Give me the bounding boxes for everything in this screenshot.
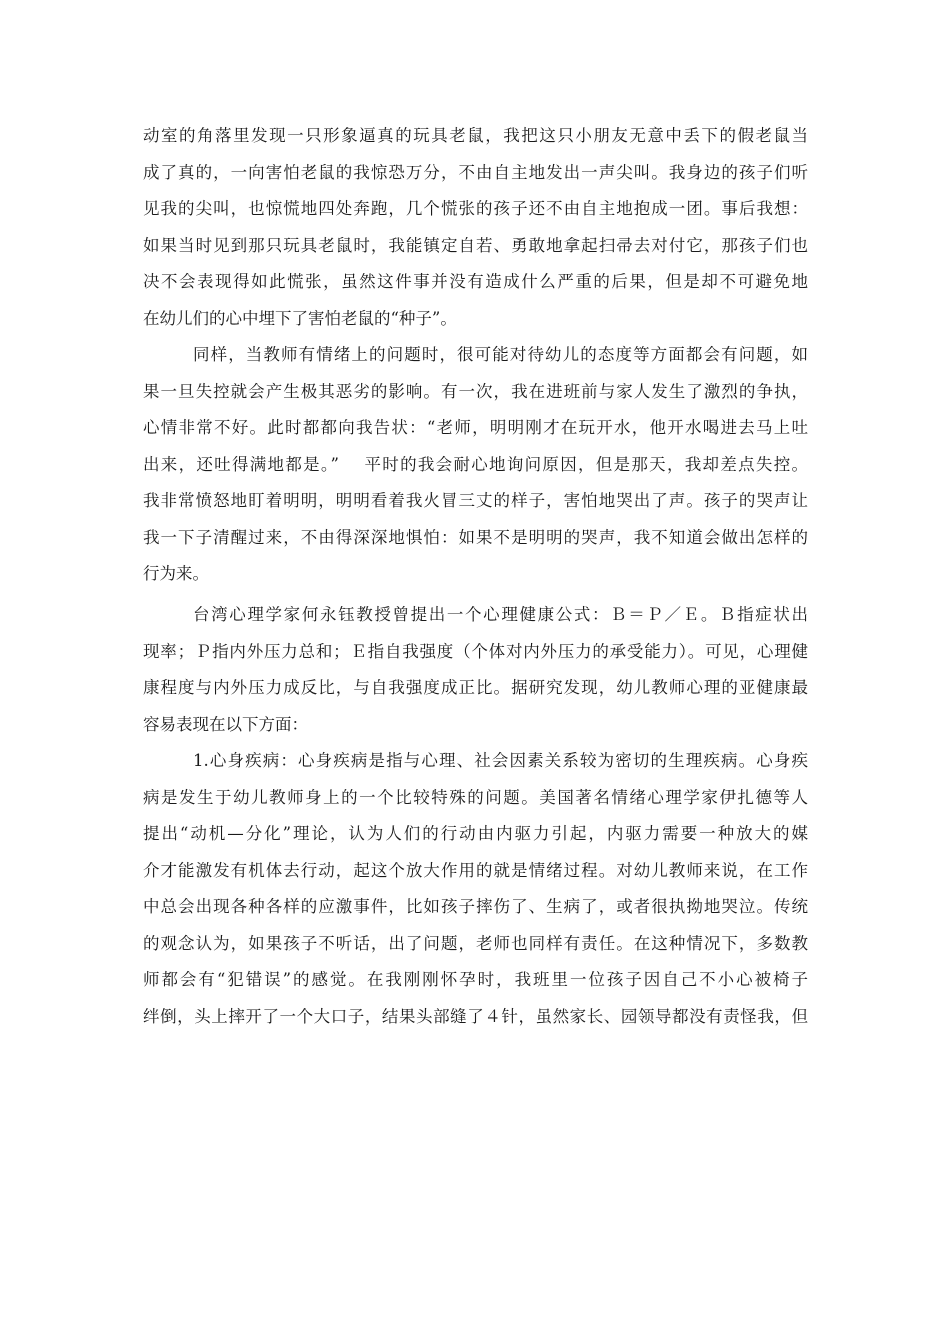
text-line: 在幼儿们的心中埋下了害怕老鼠的“种子”。 <box>143 308 457 328</box>
text-line: 提出“动机—分化”理论，认为人们的行动由内驱力引起，内驱力需要一种放大的媒 <box>143 824 808 843</box>
text-line: 成了真的，一向害怕老鼠的我惊恐万分，不由自主地发出一声尖叫。我身边的孩子们听 <box>143 162 808 182</box>
text-line: 1.心身疾病：心身疾病是指与心理、社会因素关系较为密切的生理疾病。心身疾 <box>193 751 808 770</box>
text-line: 同样，当教师有情绪上的问题时，很可能对待幼儿的态度等方面都会有问题，如 <box>193 345 808 364</box>
text-line: 出来，还吐得满地都是。” 平时的我会耐心地询问原因，但是那天，我却差点失控。 <box>143 454 808 474</box>
paragraph-1 <box>143 118 808 337</box>
text-line: 心情非常不好。此时都都向我告状：“老师，明明刚才在玩开水，他开水喝进去马上吐 <box>143 418 808 437</box>
text-line: 的观念认为，如果孩子不听话，出了问题，老师也同样有责任。在这种情况下，多数教 <box>143 933 808 953</box>
text-line: 现率；Ｐ指内外压力总和；Ｅ指自我强度（个体对内外压力的承受能力）。可见，心理健 <box>143 641 808 661</box>
text-line: 动室的角落里发现一只形象逼真的玩具老鼠，我把这只小朋友无意中丢下的假老鼠当 <box>143 126 808 145</box>
paragraph-2 <box>143 337 808 593</box>
text-line: 我非常愤怒地盯着明明，明明看着我火冒三丈的样子，害怕地哭出了声。孩子的哭声让 <box>143 491 808 510</box>
text-line: 绊倒，头上摔开了一个大口子，结果头部缝了４针，虽然家长、园领导都没有责怪我，但 <box>143 1006 808 1026</box>
text-line: 容易表现在以下方面： <box>143 714 308 734</box>
text-line: 台湾心理学家何永钰教授曾提出一个心理健康公式：Ｂ＝Ｐ／Ｅ。Ｂ指症状出 <box>193 605 808 624</box>
text-line: 决不会表现得如此慌张，虽然这件事并没有造成什么严重的后果，但是却不可避免地 <box>143 272 808 291</box>
text-line: 康程度与内外压力成反比，与自我强度成正比。据研究发现，幼儿教师心理的亚健康最 <box>143 678 808 697</box>
text-line: 我一下子清醒过来，不由得深深地惧怕：如果不是明明的哭声，我不知道会做出怎样的 <box>143 527 808 547</box>
text-line: 行为来。 <box>143 564 209 583</box>
text-line: 见我的尖叫，也惊慌地四处奔跑，几个慌张的孩子还不由自主地抱成一团。事后我想： <box>143 199 808 218</box>
document-page <box>143 118 808 1035</box>
text-line: 病是发生于幼儿教师身上的一个比较特殊的问题。美国著名情绪心理学家伊扎德等人 <box>143 787 808 807</box>
text-line: 师都会有“犯错误”的感觉。在我刚刚怀孕时，我班里一位孩子因自己不小心被椅子 <box>143 970 808 989</box>
text-line: 果一旦失控就会产生极其恶劣的影响。有一次，我在进班前与家人发生了激烈的争执， <box>143 381 808 401</box>
text-line: 介才能激发有机体去行动，起这个放大作用的就是情绪过程。对幼儿教师来说，在工作 <box>143 860 808 880</box>
paragraph-3 <box>143 597 808 743</box>
text-line: 如果当时见到那只玩具老鼠时，我能镇定自若、勇敢地拿起扫帚去对付它，那孩子们也 <box>143 235 808 255</box>
paragraph-4 <box>143 743 808 1035</box>
text-line: 中总会出现各种各样的应激事件，比如孩子摔伤了、生病了，或者很执拗地哭泣。传统 <box>143 897 808 916</box>
